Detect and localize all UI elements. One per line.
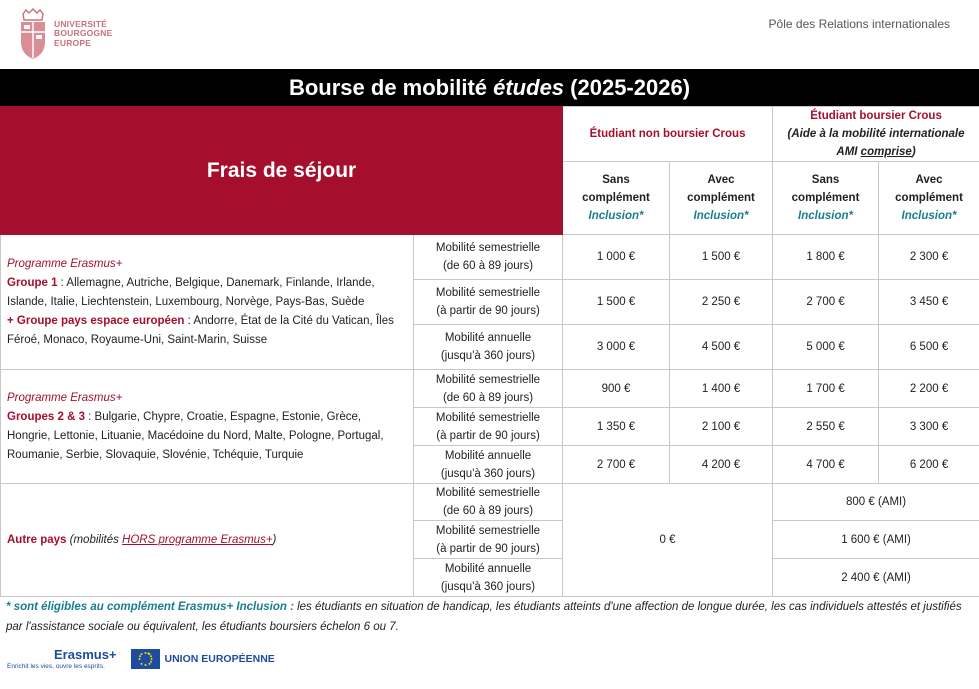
subheader-line: complément bbox=[895, 192, 963, 204]
logo-line: EUROPE bbox=[54, 37, 92, 48]
amount-cell: 1 500 € bbox=[563, 280, 670, 325]
boursier-header bbox=[773, 107, 979, 162]
country-list: : Andorre, État de la Cité du Vatican, Îles Féroé, Monaco, Royaume-Uni, Saint-Marin, Suisse bbox=[7, 314, 394, 346]
eu-flag-icon bbox=[131, 649, 160, 669]
subheader-sans-complement bbox=[563, 162, 670, 235]
amount-cell: 2 700 € bbox=[563, 446, 670, 484]
group-name: Groupe 1 bbox=[7, 276, 58, 289]
amount-cell: 5 000 € bbox=[773, 325, 879, 370]
duration-label: Mobilité semestrielle bbox=[435, 242, 541, 254]
group-name: Groupes 2 & 3 bbox=[7, 410, 85, 423]
boursier-label: Étudiant boursier Crous bbox=[810, 110, 942, 122]
amount-cell: 6 200 € bbox=[879, 446, 979, 484]
ami-amount-cell: 2 400 € (AMI) bbox=[773, 559, 979, 597]
page-footer bbox=[6, 647, 275, 671]
other-note-pre: (mobilités bbox=[66, 533, 123, 546]
erasmus-tagline: Enrichit les vies, ouvre les esprits. bbox=[7, 663, 105, 670]
subheader-line: Avec bbox=[915, 174, 943, 186]
group-1-countries bbox=[7, 274, 407, 312]
amount-cell: 4 200 € bbox=[670, 446, 773, 484]
group-1-description bbox=[1, 235, 414, 370]
country-list: : Bulgarie, Chypre, Croatie, Espagne, Estonie, Grèce, Hongrie, Lettonie, Lituanie, Macédoine du Nord, Malte, Pologne, Portugal, Roumanie, Serbie, Slovaquie, Slovénie, Tchéquie, Turquie bbox=[7, 410, 384, 461]
group-name: Autre pays bbox=[7, 533, 67, 546]
amount-cell: 1 400 € bbox=[670, 370, 773, 408]
inclusion-label: Inclusion* bbox=[798, 210, 853, 222]
grant-table bbox=[0, 106, 979, 597]
subheader-line: Avec bbox=[707, 174, 735, 186]
duration-cell bbox=[414, 446, 563, 484]
duration-range: (jusqu'à 360 jours) bbox=[440, 467, 536, 480]
amount-cell: 6 500 € bbox=[879, 325, 979, 370]
title-emphasis: études bbox=[493, 74, 565, 100]
duration-label: Mobilité semestrielle bbox=[435, 287, 541, 299]
inclusion-footnote bbox=[6, 598, 974, 637]
other-note-post: ) bbox=[272, 533, 277, 546]
boursier-note-post: ) bbox=[911, 146, 916, 158]
duration-cell bbox=[414, 370, 563, 408]
title-prefix: Bourse de mobilité bbox=[288, 74, 494, 100]
duration-label: Mobilité semestrielle bbox=[435, 487, 541, 499]
amount-cell: 4 700 € bbox=[773, 446, 879, 484]
subheader-line: Sans bbox=[602, 174, 630, 186]
department-label: Pôle des Relations internationales bbox=[768, 17, 950, 31]
subheader-line: complément bbox=[687, 192, 755, 204]
table-row bbox=[1, 370, 979, 408]
duration-range: (à partir de 90 jours) bbox=[436, 429, 540, 442]
subheader-line: complément bbox=[791, 192, 860, 204]
logo-line: UNIVERSITÉ bbox=[54, 18, 108, 29]
non-boursier-other-amount: 0 € bbox=[563, 484, 773, 597]
inclusion-label: Inclusion* bbox=[588, 210, 644, 222]
eu-name: UNION EUROPÉENNE bbox=[164, 653, 275, 665]
page-header bbox=[0, 0, 979, 69]
group-1-extra bbox=[7, 312, 407, 350]
amount-cell: 1 500 € bbox=[670, 235, 773, 280]
amount-cell: 2 300 € bbox=[879, 235, 979, 280]
group-2-3-description bbox=[1, 370, 414, 484]
duration-range: (à partir de 90 jours) bbox=[436, 542, 540, 555]
table-row bbox=[1, 235, 979, 280]
logo-line: BOURGOGNE bbox=[54, 28, 113, 39]
footnote-text: les étudiants en situation de handicap, les étudiants atteints d'une affection de longue durée, les cas individuels attestés et justifiés par l'assistance sociale ou équivalent, les étudiants boursiers échelon 6 ou 7. bbox=[6, 601, 962, 633]
hors-erasmus-link[interactable]: HORS programme Erasmus+ bbox=[122, 533, 273, 546]
duration-cell bbox=[414, 325, 563, 370]
ami-amount-cell: 800 € (AMI) bbox=[773, 484, 979, 521]
non-boursier-header bbox=[563, 107, 773, 162]
program-label: Programme Erasmus+ bbox=[7, 391, 123, 404]
amount-cell: 900 € bbox=[563, 370, 670, 408]
amount-cell: 2 550 € bbox=[773, 408, 879, 446]
frais-sejour-header: Frais de séjour bbox=[1, 107, 563, 235]
duration-range: (de 60 à 89 jours) bbox=[442, 505, 534, 517]
duration-label: Mobilité annuelle bbox=[444, 562, 532, 575]
program-label: Programme Erasmus+ bbox=[7, 257, 123, 270]
other-countries-description bbox=[1, 484, 414, 597]
duration-range: (jusqu'à 360 jours) bbox=[440, 580, 536, 593]
amount-cell: 4 500 € bbox=[670, 325, 773, 370]
table-row bbox=[1, 484, 979, 521]
ami-amount-cell: 1 600 € (AMI) bbox=[773, 521, 979, 559]
duration-label: Mobilité semestrielle bbox=[435, 411, 541, 424]
amount-cell: 3 450 € bbox=[879, 280, 979, 325]
subheader-line: complément bbox=[582, 192, 650, 204]
footnote-strong: * sont éligibles au complément Erasmus+ Inclusion : bbox=[6, 601, 294, 613]
duration-cell bbox=[414, 484, 563, 521]
title-suffix: (2025-2026) bbox=[564, 74, 691, 100]
group-extra-name: + Groupe pays espace européen bbox=[7, 314, 185, 327]
university-logo bbox=[18, 8, 112, 60]
duration-label: Mobilité semestrielle bbox=[435, 524, 541, 537]
duration-label: Mobilité semestrielle bbox=[435, 373, 541, 386]
duration-cell bbox=[414, 521, 563, 559]
duration-range: (jusqu'à 360 jours) bbox=[440, 350, 536, 362]
university-crest-icon bbox=[18, 8, 48, 60]
boursier-note-pre: (Aide à la mobilité internationale AMI bbox=[787, 128, 965, 158]
amount-cell: 3 300 € bbox=[879, 408, 979, 446]
erasmus-name: Erasmus+ bbox=[54, 647, 117, 662]
duration-range: (de 60 à 89 jours) bbox=[442, 260, 534, 272]
duration-label: Mobilité annuelle bbox=[444, 332, 532, 344]
amount-cell: 2 700 € bbox=[773, 280, 879, 325]
amount-cell: 1 700 € bbox=[773, 370, 879, 408]
amount-cell: 1 350 € bbox=[563, 408, 670, 446]
duration-cell bbox=[414, 559, 563, 597]
duration-label: Mobilité annuelle bbox=[444, 449, 532, 462]
page-title bbox=[0, 69, 979, 106]
country-list: : Allemagne, Autriche, Belgique, Danemark, Finlande, Irlande, Islande, Italie, Liechtenstein, Luxembourg, Norvège, Pays-Bas, Suède bbox=[7, 276, 375, 308]
amount-cell: 1 000 € bbox=[563, 235, 670, 280]
amount-cell: 1 800 € bbox=[773, 235, 879, 280]
amount-cell: 2 100 € bbox=[670, 408, 773, 446]
duration-cell bbox=[414, 235, 563, 280]
subheader-line: Sans bbox=[811, 174, 840, 186]
duration-cell bbox=[414, 280, 563, 325]
boursier-note-underlined: comprise bbox=[860, 146, 912, 158]
eu-logo bbox=[131, 649, 275, 669]
erasmus-logo bbox=[6, 647, 117, 671]
inclusion-label: Inclusion* bbox=[693, 210, 749, 222]
duration-range: (de 60 à 89 jours) bbox=[442, 391, 534, 404]
group-2-3-countries bbox=[7, 408, 407, 465]
inclusion-label: Inclusion* bbox=[901, 210, 957, 222]
duration-cell bbox=[414, 408, 563, 446]
amount-cell: 3 000 € bbox=[563, 325, 670, 370]
subheader-avec-complement bbox=[879, 162, 979, 235]
boursier-note bbox=[777, 125, 975, 161]
amount-cell: 2 200 € bbox=[879, 370, 979, 408]
amount-cell: 2 250 € bbox=[670, 280, 773, 325]
duration-range: (à partir de 90 jours) bbox=[436, 305, 540, 317]
non-boursier-label: Étudiant non boursier Crous bbox=[589, 128, 746, 140]
subheader-sans-complement bbox=[773, 162, 879, 235]
subheader-avec-complement bbox=[670, 162, 773, 235]
